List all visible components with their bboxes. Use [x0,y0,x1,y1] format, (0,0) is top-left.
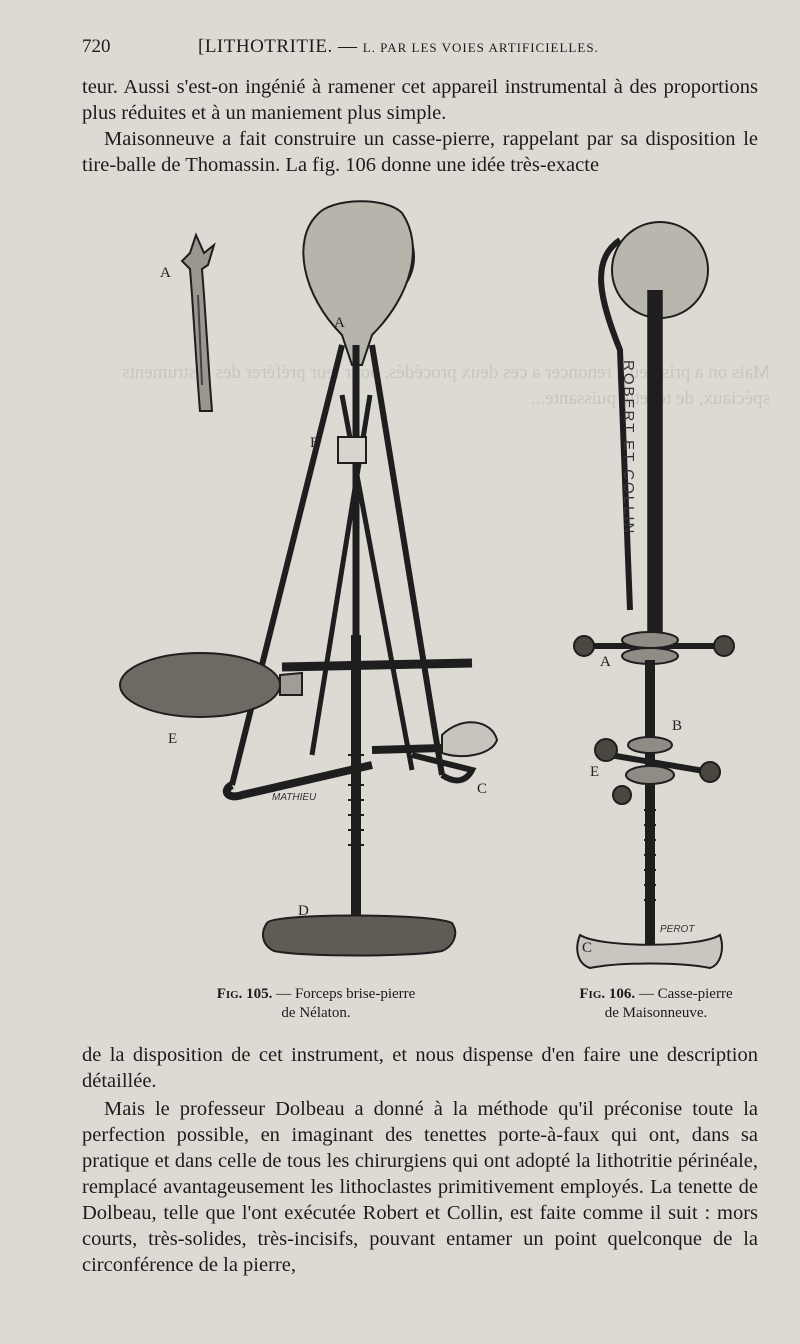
fig106-engraver: PEROT [660,924,695,935]
running-title [198,36,599,58]
caption-105-label: Fig. 105. [216,986,273,1002]
caption-105-line2: de Nélaton. [281,1005,351,1021]
figure-106-casse-pierre [560,210,740,980]
caption-106-line2: de Maisonneuve. [604,1005,708,1021]
handle-d [263,916,455,956]
fig106-label-b: B [672,718,683,734]
paragraph-4: Mais le professeur Dolbeau a donné à la méthode qu'il préconise toute la perfection possible, en imaginant des tenettes porte-à-faux qui ont, dans sa pratique et dans celle de tous les chirurgiens qui ont adopté la lithotritie périnéale, remplacé avantageusement les lithoclastes primitivement employés. La tenette de Dolbeau, telle que l'ont exécutée Robert et Collin, est faite comme il suit : mors courts, très-solides, très-incisifs, pouvant entamer un point quelconque de la circonférence de la pierre, [82,1098,758,1276]
running-header [82,36,762,64]
fig105-label-d: D [298,903,309,919]
fig105-label-b: B [310,435,321,451]
caption-fig-105 [186,985,446,1023]
running-title-main: [LITHOTRITIE. — [198,36,358,57]
fig105-label-a: A [334,315,345,331]
figure-105-forceps [112,195,522,965]
fig106-inscription: ROBERT ET COLLIN [620,360,637,536]
caption-105-text: — Forceps brise-pierre [276,986,416,1002]
page-number: 720 [82,36,111,57]
fig106-label-c: C [582,940,593,956]
paragraph-2: Maisonneuve a fait construire un casse-pierre, rappelant par sa disposition le tire-balle de Thomassin. La fig. 106 donne une idée très-exacte [82,128,758,176]
handle-e [120,653,280,717]
fig105-label-c: C [477,781,488,797]
caption-106-label: Fig. 106. [579,986,636,1002]
detail-a-tip [182,235,214,411]
bleed-through-text: Mais on a pris peu à renoncer a ces deux procédés, pour leur préférer des instruments spéciaux, de tenette puissante... [122,362,770,409]
caption-fig-106 [556,985,756,1023]
fig106-label-a: A [600,654,611,670]
fig105-label-a-small: A [160,265,171,281]
fig106-label-e: E [590,764,600,780]
running-title-small: L. PAR LES VOIES ARTIFICIELLES. [362,40,599,55]
fig105-engraver: MATHIEU [272,792,317,803]
fig105-label-e: E [168,731,178,747]
paragraph-3: de la disposition de cet instrument, et nous dispense d'en faire une description détaillée. [82,1044,758,1092]
caption-106-text: — Casse-pierre [638,986,733,1002]
paragraph-1: teur. Aussi s'est-on ingénié à ramener cet appareil instrumental à des proportions plus réduites et à un maniement plus simple. [82,76,758,124]
